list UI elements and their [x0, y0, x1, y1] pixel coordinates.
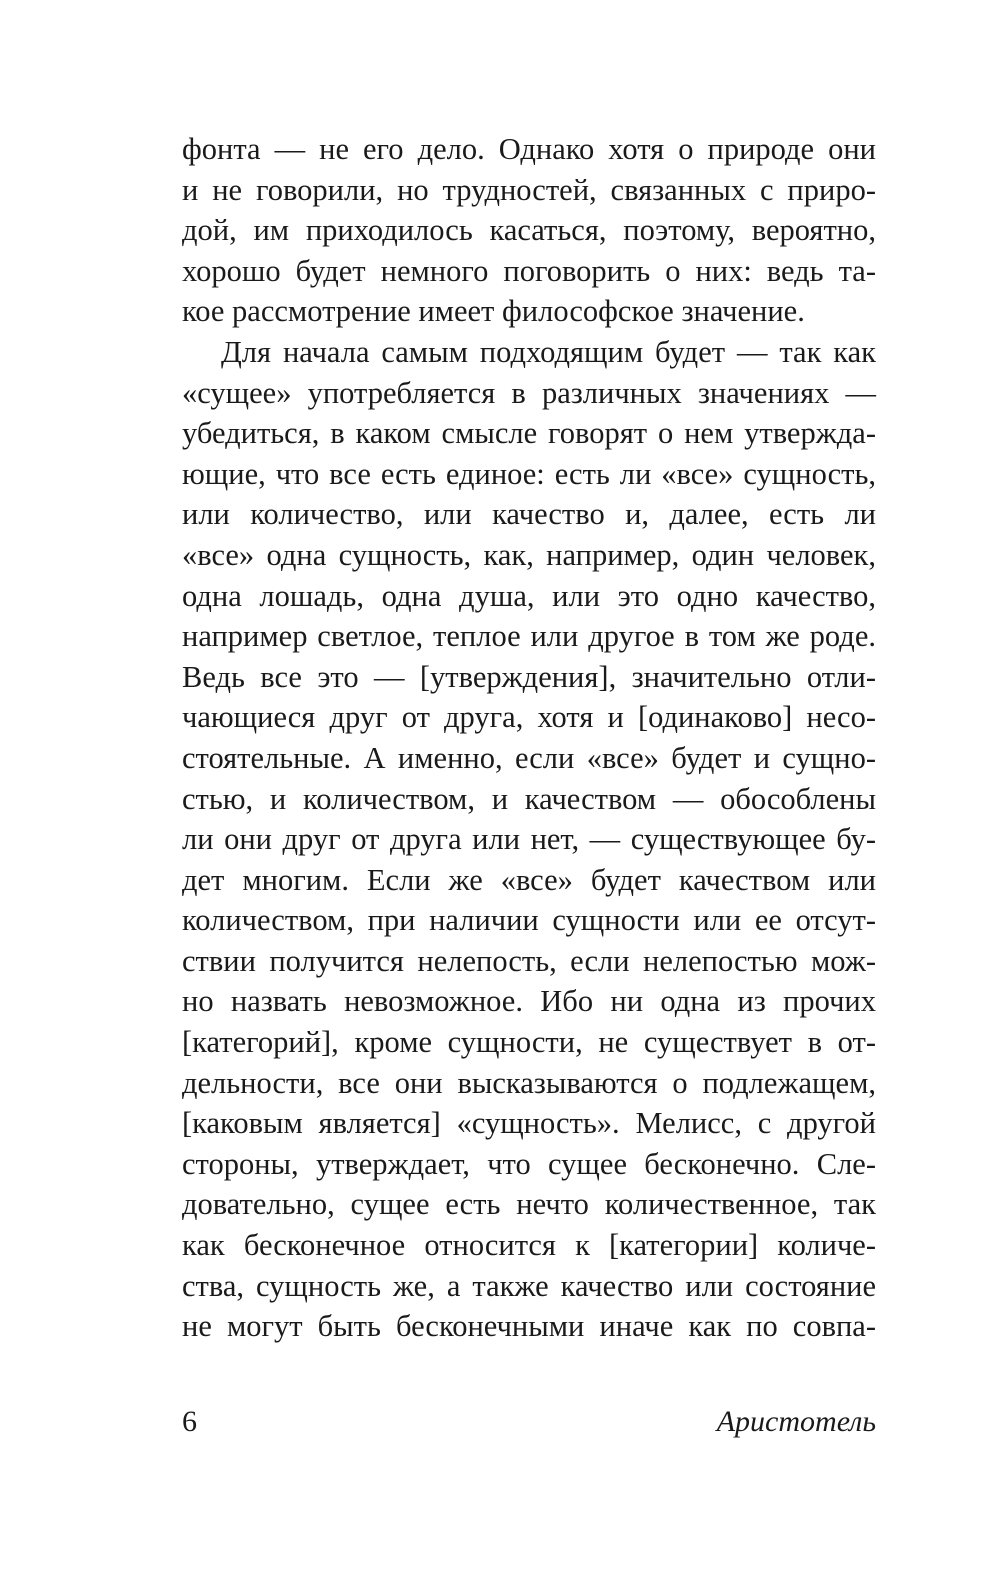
text-line: или количество, или качество и, далее, есть ли	[182, 497, 876, 532]
text-line: ли они друг от друга или нет, — существующее бу-	[182, 822, 876, 857]
page-number: 6	[182, 1405, 197, 1438]
page-footer	[182, 1402, 876, 1442]
text-line: хорошо будет немного поговорить о них: ведь та-	[182, 253, 876, 288]
body-text	[182, 129, 876, 1347]
text-line: одна лошадь, одна душа, или это одно качество,	[182, 578, 876, 613]
text-line: дельности, все они высказываются о подлежащем,	[182, 1065, 876, 1100]
text-line: стью, и количеством, и качеством — обособлены	[182, 781, 876, 816]
text-line: чающиеся друг от друга, хотя и [одинаково] несо-	[182, 700, 876, 735]
text-line: дой, им приходилось касаться, поэтому, вероятно,	[182, 213, 876, 248]
text-line: дет многим. Если же «все» будет качеством или	[182, 862, 876, 897]
running-title: Аристотель	[716, 1405, 876, 1438]
text-line: кое рассмотрение имеет философское значение.	[182, 294, 805, 329]
text-line: ствии получится нелепость, если нелепостью мож-	[182, 943, 876, 978]
text-line: Для начала самым подходящим будет — так как	[221, 334, 876, 369]
text-line: например светлое, теплое или другое в том же роде.	[182, 619, 876, 654]
text-line: ющие, что все есть единое: есть ли «все» сущность,	[182, 456, 876, 491]
text-line: [категорий], кроме сущности, не существует в от-	[182, 1025, 876, 1060]
text-line: довательно, сущее есть нечто количественное, так	[182, 1187, 876, 1222]
paragraph	[182, 332, 876, 1347]
text-line: фонта — не его дело. Однако хотя о природе они	[182, 132, 876, 166]
text-line: «все» одна сущность, как, например, один человек,	[182, 537, 876, 572]
paragraph	[182, 129, 876, 332]
text-line: и не говорили, но трудностей, связанных с приро-	[182, 172, 876, 207]
text-line: стоятельные. А именно, если «все» будет и сущно-	[182, 740, 876, 775]
text-line: ства, сущность же, а также качество или состояние	[182, 1268, 876, 1303]
text-line: стороны, утверждает, что сущее бесконечно. Сле-	[182, 1146, 876, 1181]
text-line: как бесконечное относится к [категории] количе-	[182, 1228, 876, 1263]
text-line: убедиться, в каком смысле говорят о нем утвержда-	[182, 416, 876, 451]
text-line: не могут быть бесконечными иначе как по совпа-	[182, 1309, 876, 1344]
text-line: но назвать невозможное. Ибо ни одна из прочих	[182, 984, 876, 1019]
text-line: Ведь все это — [утверждения], значительно отли-	[182, 659, 876, 694]
text-line: количеством, при наличии сущности или ее отсут-	[182, 903, 876, 938]
text-line: «сущее» употребляется в различных значениях —	[182, 375, 876, 410]
text-line: [каковым является] «сущность». Мелисс, с другой	[182, 1106, 876, 1141]
